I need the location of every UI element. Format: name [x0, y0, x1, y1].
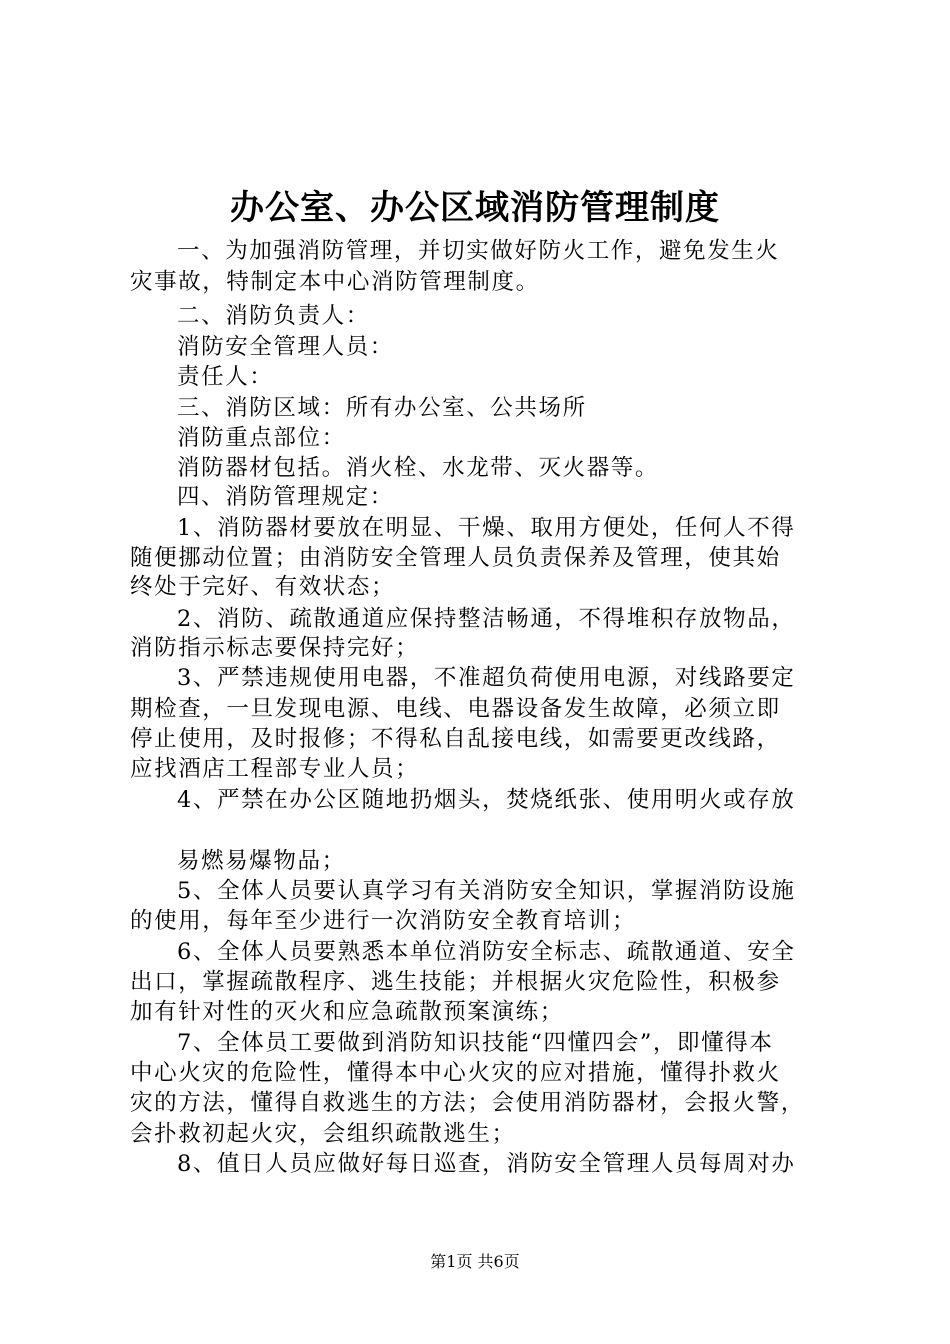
paragraph-line: 四、消防管理规定：	[177, 484, 394, 510]
paragraph-line: 1、消防器材要放在明显、干燥、取用方便处，任何人不得	[177, 515, 796, 541]
paragraph-line: 一、为加强消防管理，并切实做好防火工作，避免发生火	[177, 238, 780, 264]
paragraph-line: 3、严禁违规使用电器，不准超负荷使用电源，对线路要定	[177, 665, 796, 691]
paragraph-line: 的使用，每年至少进行一次消防安全教育培训；	[130, 908, 637, 934]
paragraph-line: 加有针对性的灭火和应急疏散预案演练；	[130, 999, 564, 1025]
paragraph-line: 消防安全管理人员：	[177, 334, 394, 360]
paragraph-line: 出口，掌握疏散程序、逃生技能；并根据火灾危险性，积极参	[130, 969, 781, 995]
paragraph-line: 三、消防区域：所有办公室、公共场所	[177, 395, 587, 421]
paragraph-line: 停止使用，及时报修；不得私自乱接电线，如需要更改线路，	[130, 726, 781, 752]
paragraph-line: 消防指示标志要保持完好；	[130, 635, 420, 661]
document-title: 办公室、办公区域消防管理制度	[230, 188, 720, 228]
paragraph-line: 终处于完好、有效状态；	[130, 574, 396, 600]
paragraph-line: 8、值日人员应做好每日巡查，消防安全管理人员每周对办	[177, 1151, 796, 1177]
paragraph-line: 6、全体人员要熟悉本单位消防安全标志、疏散通道、安全	[177, 939, 796, 965]
paragraph-line: 消防器材包括。消火栓、水龙带、灭火器等。	[177, 455, 660, 481]
paragraph-line: 应找酒店工程部专业人员；	[130, 756, 420, 782]
paragraph-line: 二、消防负责人：	[177, 303, 370, 329]
paragraph-line: 4、严禁在办公区随地扔烟头，焚烧纸张、使用明火或存放	[177, 787, 796, 813]
paragraph-line: 5、全体人员要认真学习有关消防安全知识，掌握消防设施	[177, 878, 796, 904]
paragraph-line: 会扑救初起火灾，会组织疏散逃生；	[130, 1121, 516, 1147]
paragraph-line: 灾的方法，懂得自救逃生的方法；会使用消防器材，会报火警，	[130, 1090, 805, 1116]
paragraph-line: 7、全体员工要做到消防知识技能“四懂四会”，即懂得本	[177, 1030, 774, 1056]
paragraph-line: 期检查，一旦发现电源、电线、电器设备发生故障，必须立即	[130, 696, 781, 722]
paragraph-line: 随便挪动位置；由消防安全管理人员负责保养及管理，使其始	[130, 545, 781, 571]
page-footer: 第1页 共6页	[430, 1252, 520, 1271]
paragraph-line: 易燃易爆物品；	[177, 848, 346, 874]
paragraph-line: 责任人：	[177, 364, 274, 390]
paragraph-line: 消防重点部位：	[177, 425, 346, 451]
paragraph-line: 2、消防、疏散通道应保持整洁畅通，不得堆积存放物品，	[177, 606, 796, 632]
paragraph-line: 中心火灾的危险性，懂得本中心火灾的应对措施，懂得扑救火	[130, 1060, 781, 1086]
paragraph-line: 灾事故，特制定本中心消防管理制度。	[130, 269, 540, 295]
